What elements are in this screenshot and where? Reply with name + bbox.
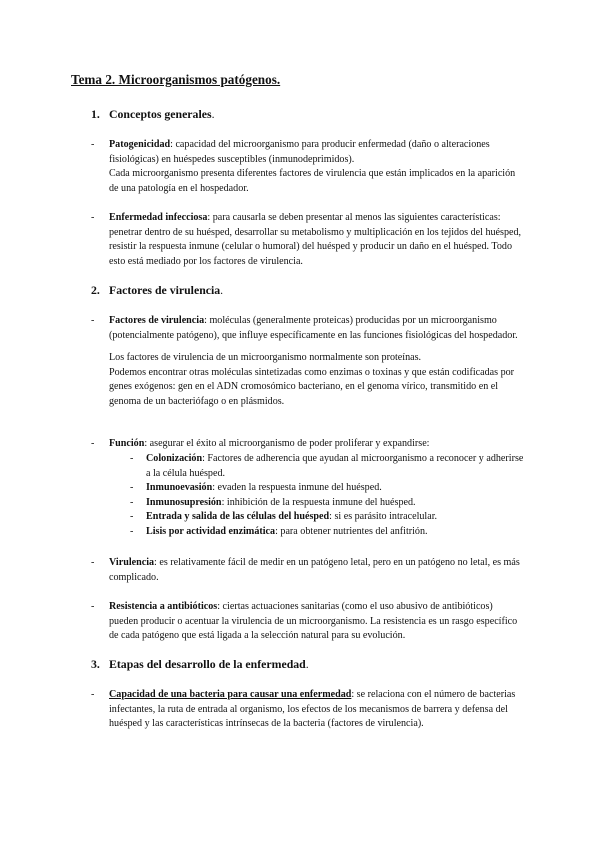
item-text: : para causarla se deben presentar al menos las siguientes características: penetrar dentro de su huésped, desarrollar su metabolismo y multiplicación en los tejidos del huésped, resistir la respuesta inmune (celular o humoral) del huésped y producir un daño en el huésped. Todo esto está mediado por los factores de virulencia.: [109, 212, 522, 267]
item-text: : asegurar el éxito al microorganismo de poder proliferar y expandirse:: [144, 438, 430, 449]
item-patogenicidad: [91, 138, 523, 196]
bullet-dash: -: [91, 212, 95, 223]
section-number: 3.: [91, 657, 100, 671]
bullet-dash: -: [130, 511, 134, 523]
item-definition: [109, 600, 523, 644]
document-title: Tema 2. Microorganismos patógenos.: [71, 72, 281, 87]
sub-item-term: Colonización: [146, 453, 203, 464]
section-punct: .: [305, 657, 309, 671]
item-text: : se relaciona con el número de bacterias infectantes, la ruta de entrada al organismo, los efectos de los mecanismos de barrera y defensa del huésped y las características intrínsecas de la bacteria (factores de virulencia).: [109, 689, 516, 730]
sub-item-term: Lisis por actividad enzimática: [146, 525, 276, 537]
funcion-sublist: [130, 452, 530, 540]
sub-item-term: Inmunoevasión: [146, 482, 213, 494]
bullet-dash: -: [91, 601, 95, 612]
sub-item-term: Entrada y salida de las células del huésped: [146, 511, 330, 523]
item-definition: [109, 314, 523, 343]
section-punct: .: [211, 107, 215, 121]
bullet-dash: -: [130, 453, 134, 464]
sub-item-entrada-salida: [130, 510, 530, 525]
item-text: : es relativamente fácil de medir en un patógeno letal, pero en un patógeno no letal, es más complicado.: [109, 557, 520, 583]
section-title: Factores de virulencia: [109, 283, 221, 297]
item-term: [109, 689, 351, 700]
item-extra: Los factores de virulencia de un microorganismo normalmente son proteínas.: [109, 352, 422, 364]
section-heading-factores: [91, 283, 223, 298]
sub-item-text: : si es parásito intracelular.: [329, 511, 438, 523]
item-term: Resistencia a antibióticos: [109, 601, 218, 612]
sub-item-text: : para obtener nutrientes del anfitrión.: [275, 525, 428, 537]
item-extra: Podemos encontrar otras moléculas sintetizadas como enzimas o toxinas y que están codificadas por genes exógenos: gen en el ADN cromosómico bacteriano, en el genoma vírico, transmitido en el genoma de un bacteriófago o en plásmidos.: [109, 366, 515, 407]
item-term: Patogenicidad: [109, 139, 171, 150]
section-title: Etapas del desarrollo de la enfermedad: [109, 657, 306, 671]
section-number: 1.: [91, 107, 100, 121]
item-enfermedad-infecciosa: [91, 211, 523, 269]
item-term: Enfermedad infecciosa: [109, 212, 208, 223]
item-text: : capacidad del microorganismo para producir enfermedad (daño o alteraciones fisiológicas) en huéspedes susceptibles (inmunodeprimidos).: [109, 139, 490, 165]
item-virulencia: [91, 556, 523, 585]
item-text: : moléculas (generalmente proteicas) producidas por un microorganismo (potencialmente patógeno), que influye específicamente en las funciones fisiológicas del hospedador.: [109, 315, 518, 341]
bullet-dash: -: [91, 689, 95, 700]
item-resistencia: [91, 600, 523, 644]
sub-item-text: : evaden la respuesta inmune del huésped.: [212, 482, 382, 494]
section-heading-etapas: [91, 657, 309, 672]
item-definition: [109, 556, 523, 585]
item-factores-virulencia: [91, 314, 523, 410]
item-definition: [109, 688, 523, 732]
sub-item-text: : Factores de adherencia que ayudan al microorganismo a reconocer y adherirse a la célula huésped.: [146, 453, 524, 479]
item-term: Virulencia: [109, 557, 155, 568]
section-number: 2.: [91, 283, 100, 297]
section-title: Conceptos generales: [109, 107, 212, 121]
item-funcion: [91, 437, 523, 452]
item-extra: Cada microorganismo presenta diferentes factores de virulencia que están implicados en la aparición de una patología en el hospedador.: [109, 168, 516, 194]
sub-item-inmunoevasion: [130, 481, 530, 496]
bullet-dash: -: [91, 438, 95, 449]
sub-item-colonizacion: [130, 452, 530, 481]
item-text: : ciertas actuaciones sanitarias (como el uso abusivo de antibióticos) pueden producir o acentuar la virulencia de un microorganismo. La resistencia es un rasgo específico de cada patógeno que está ligada a la selección natural para su evolución.: [109, 601, 518, 642]
item-capacidad-bacteria: [91, 688, 523, 732]
section-punct: .: [220, 283, 224, 297]
bullet-dash: -: [91, 315, 95, 326]
sub-item-inmunosupresion: [130, 496, 530, 511]
bullet-dash: -: [130, 525, 134, 537]
bullet-dash: -: [91, 139, 95, 150]
sub-item-text: : inhibición de la respuesta inmune del huésped.: [221, 496, 416, 508]
sub-item-lisis: [130, 525, 530, 540]
item-term: Factores de virulencia: [109, 315, 205, 326]
item-definition: [109, 138, 523, 167]
bullet-dash: -: [91, 557, 95, 568]
bullet-dash: -: [130, 482, 134, 494]
item-term: Función: [109, 438, 145, 449]
item-term-underlined: Capacidad de una bacteria para causar una enfermedad: [109, 689, 352, 700]
bullet-dash: -: [130, 496, 134, 508]
sub-item-term: Inmunosupresión: [146, 496, 222, 508]
item-definition: [109, 437, 523, 452]
item-definition: [109, 211, 523, 269]
section-heading-conceptos: [91, 107, 215, 122]
